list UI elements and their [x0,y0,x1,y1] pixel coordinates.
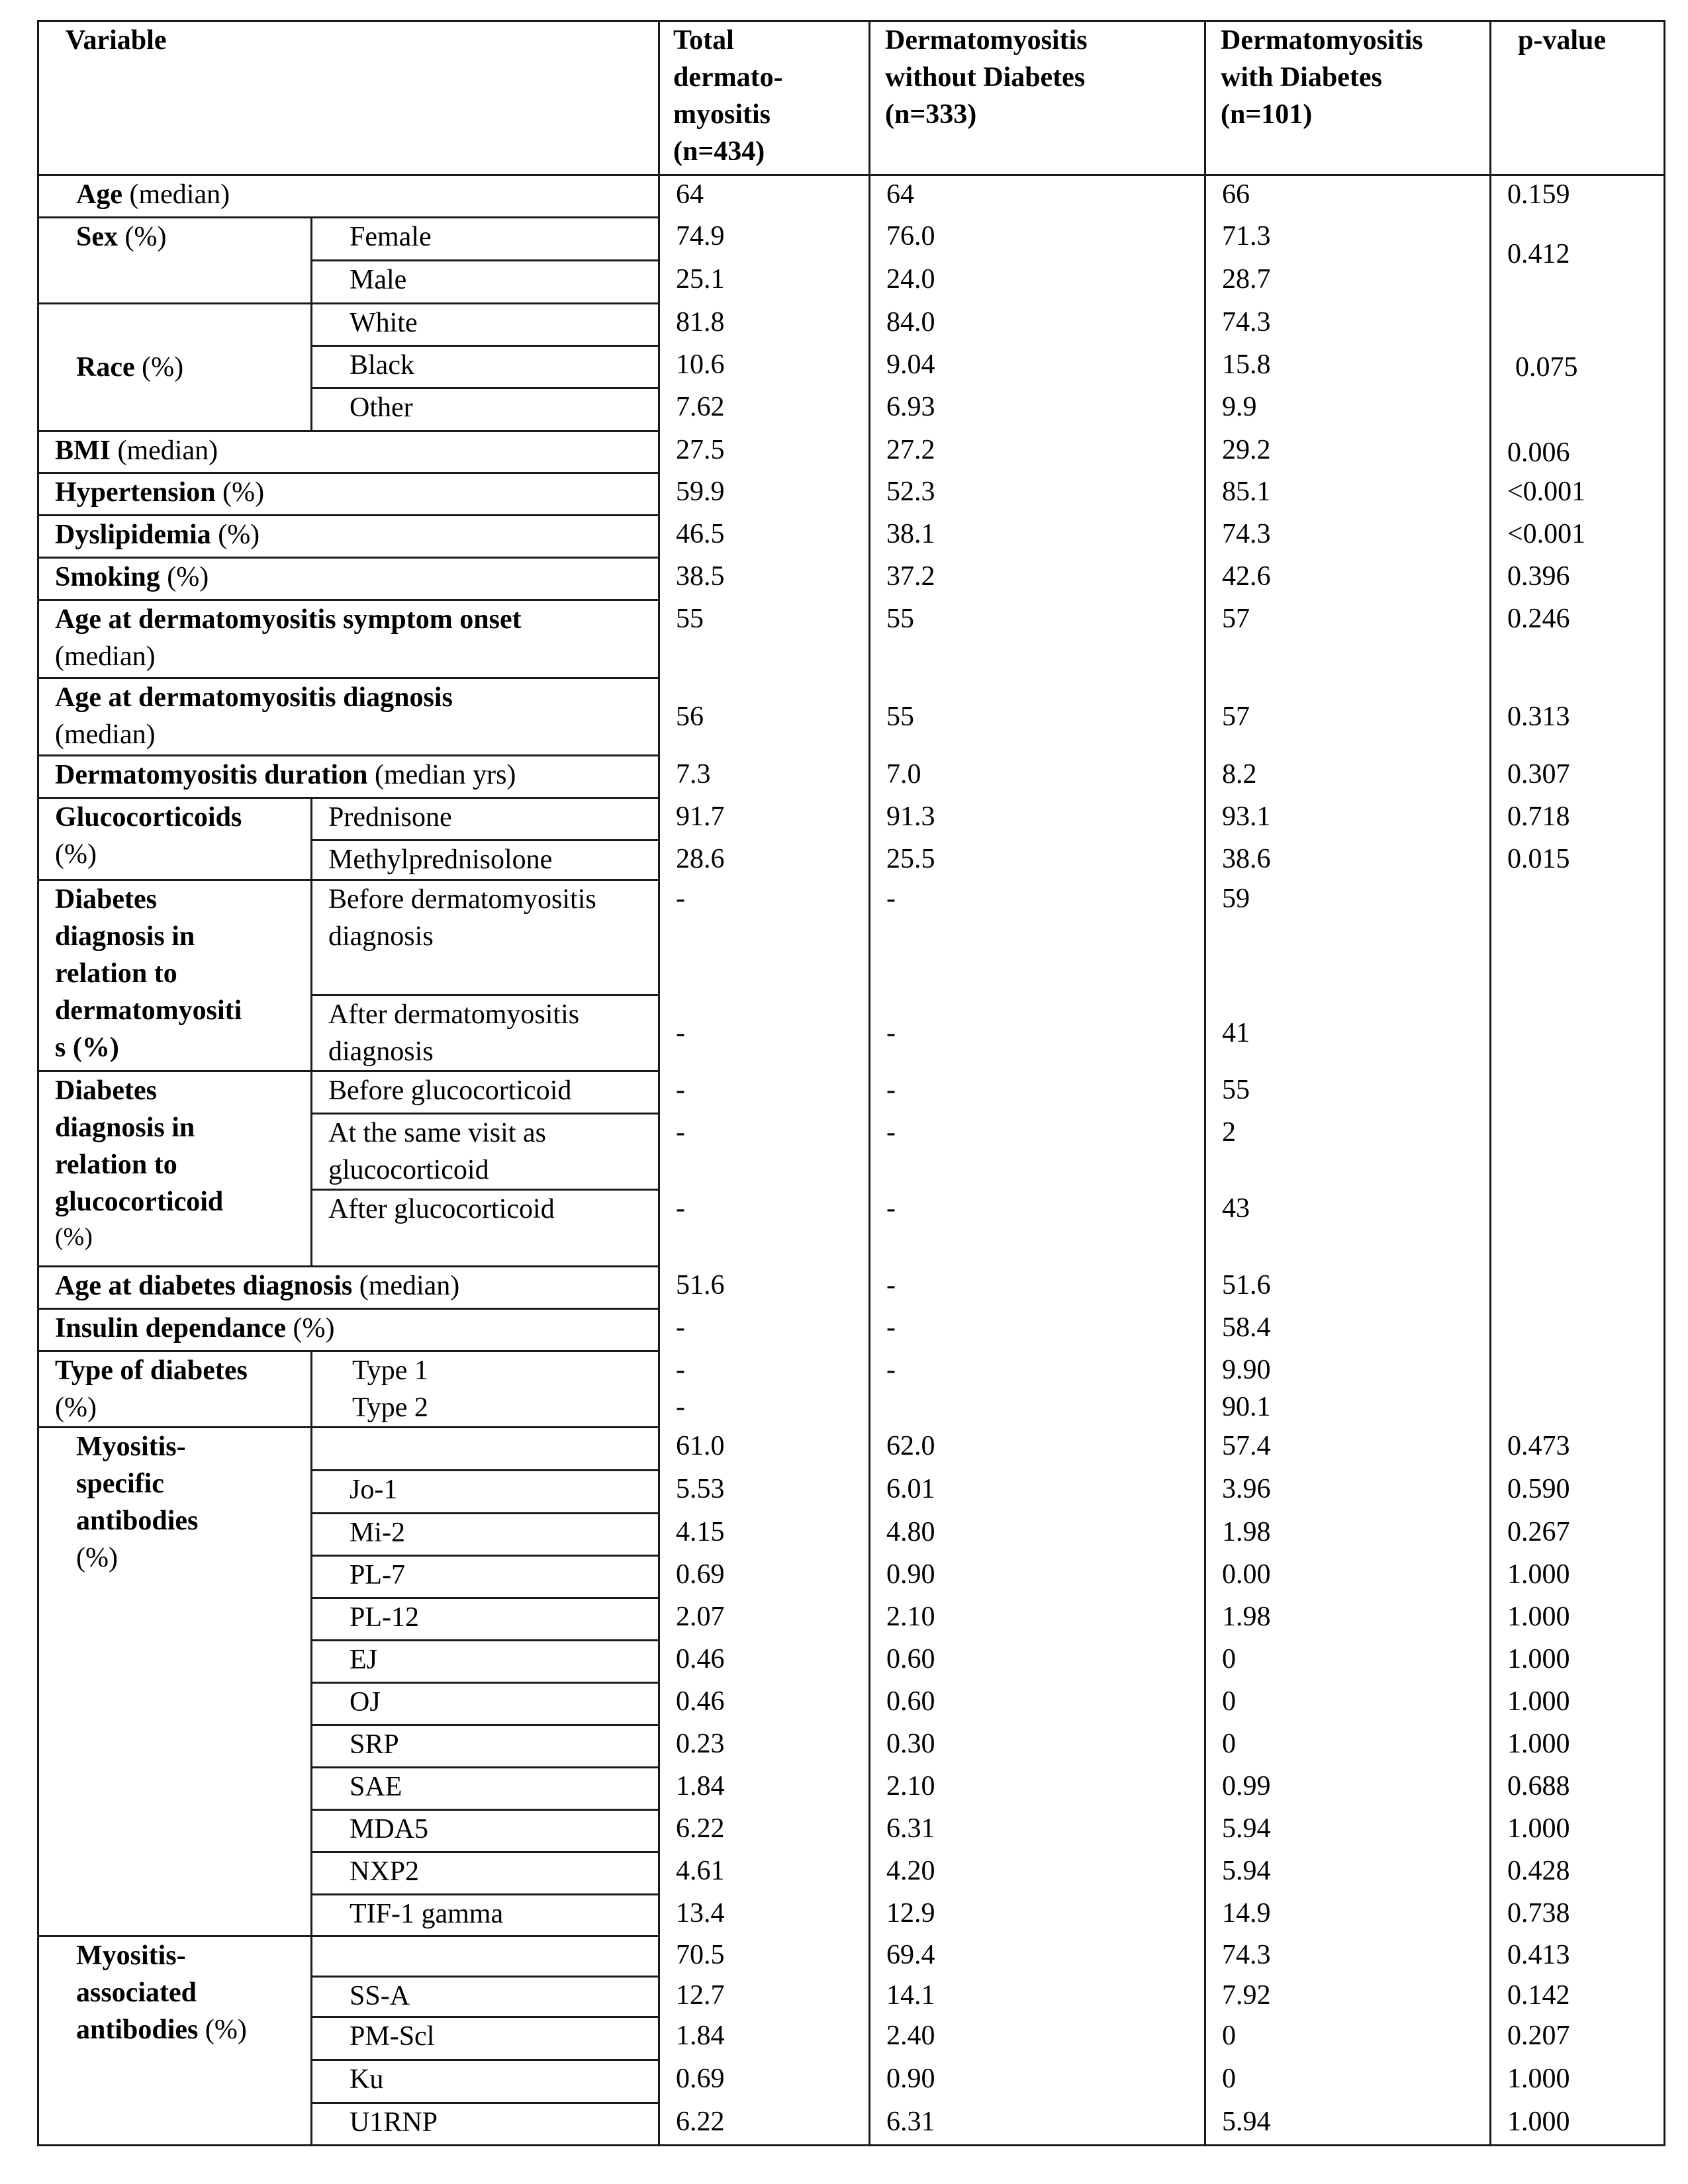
cell-with: 5.94 [1205,1852,1491,1895]
label-rest: (%) [215,477,265,508]
cell-without: 37.2 [870,558,1205,600]
cell-total: 6.22 [659,2103,870,2146]
cell-total: 74.9 [659,218,870,261]
cell-without: - [870,1114,1205,1190]
sublabel: MDA5 [312,1810,659,1852]
header-total-line: myositis [673,99,771,130]
cell-total: 55 [659,600,870,678]
cell-with: 51.6 [1205,1267,1491,1309]
label-bold: Age at diabetes diagnosis [55,1271,353,1301]
cell-p: <0.001 [1491,473,1665,516]
cell-with: 58.4 [1205,1309,1491,1351]
label-rest: (%) [134,352,184,383]
cell-total: 6.22 [659,1810,870,1852]
sublabel: PL-7 [312,1556,659,1598]
cell-with: 3.96 [1205,1471,1491,1514]
row-insulin [38,1309,1665,1351]
cell-without: - [870,1071,1205,1114]
sublabel: Prednisone [312,798,659,841]
label-duration [38,756,659,798]
header-total-line: (n=434) [673,136,765,167]
cell-p: 0.006 [1491,432,1665,473]
sublabel: TIF-1 gamma [312,1895,659,1936]
label-rest: (median) [55,641,156,672]
cell-p: 0.413 [1491,1936,1665,1977]
label-bold: Dyslipidemia [55,520,211,550]
header-total-line: dermato- [673,62,783,93]
cell-p: 1.000 [1491,2060,1665,2103]
cell-p: 0.688 [1491,1768,1665,1810]
cell-with: 57.4 [1205,1428,1491,1471]
cell-without: 6.31 [870,1810,1205,1852]
cell-total: 12.7 [659,1977,870,2017]
cell-total: 0.69 [659,2060,870,2103]
cell-with: 0.99 [1205,1768,1491,1810]
sublabel: Jo-1 [312,1471,659,1514]
header-without-diabetes [870,21,1205,175]
row-diabetes-type [38,1351,1665,1428]
label-bold: Age [76,179,122,210]
sublabel: White [312,304,659,346]
label-onset [38,600,659,678]
cell-without: 27.2 [870,432,1205,473]
sublabel: Before dermatomyositis diagnosis [312,880,659,995]
label-rest: (%) [211,520,260,550]
cell-with: 9.9 [1205,388,1491,432]
cell-total: 4.15 [659,1514,870,1556]
cell-without: 38.1 [870,516,1205,558]
row-race-white [38,304,1665,346]
cell-with: 57 [1205,678,1491,756]
row-bmi [38,432,1665,473]
label-myositis-specific-antibodies [38,1428,312,1936]
sublabel: NXP2 [312,1852,659,1895]
sublabel: After dermatomyositis diagnosis [312,995,659,1071]
sublabel: PM-Scl [312,2017,659,2060]
header-pvalue-text: p-value [1518,25,1607,56]
cell-without: 25.5 [870,841,1205,880]
label-glucocorticoids [38,798,312,880]
cell-total: 1.84 [659,2017,870,2060]
cell-total: 4.61 [659,1852,870,1895]
sublabel: SAE [312,1768,659,1810]
cell-without: 55 [870,600,1205,678]
cell-p [1491,1071,1665,1114]
label-race [38,304,312,432]
sublabel: U1RNP [312,2103,659,2146]
cell-total: 0.69 [659,1556,870,1598]
label-line: Diabetes [55,884,157,915]
header-without-line: Dermatomyositis [885,25,1088,56]
cell-with: 2 [1205,1114,1491,1190]
cell-p: 1.000 [1491,2103,1665,2146]
label-rest: (median) [111,435,218,466]
cell-without: - [870,1309,1205,1351]
cell-p [1491,995,1665,1071]
cell-p: 0.267 [1491,1514,1665,1556]
label-bold: Sex [76,222,118,252]
header-pvalue [1491,21,1665,175]
header-with-diabetes [1205,21,1491,175]
cell-without: - [870,1190,1205,1267]
sublabel: PL-12 [312,1598,659,1641]
cell-without: 6.31 [870,2103,1205,2146]
label-bold: Age at dermatomyositis symptom onset [55,604,522,635]
cell-total: 7.62 [659,388,870,432]
cell-total: 46.5 [659,516,870,558]
cell-p [1491,1267,1665,1309]
header-without-line: without Diabetes [885,62,1086,93]
cell-without: 24.0 [870,261,1205,304]
cell-with: 1.98 [1205,1514,1491,1556]
cell-without: 4.20 [870,1852,1205,1895]
cell-with: 0 [1205,1725,1491,1768]
cell-total: - [659,995,870,1071]
cell-p: 0.590 [1491,1471,1665,1514]
label-line: dermatomyositi [55,995,242,1026]
cell-p: 0.246 [1491,600,1665,678]
cell-p: 0.142 [1491,1977,1665,2017]
cell-without: 55 [870,678,1205,756]
cell-total [659,1351,870,1428]
row-smoking [38,558,1665,600]
row-prednisone [38,798,1665,841]
cell-total: 1.84 [659,1768,870,1810]
cell-with: 1.98 [1205,1598,1491,1641]
cell-p: 1.000 [1491,1556,1665,1598]
cell-total: - [659,880,870,995]
sublabel: SRP [312,1725,659,1768]
row-dyslipidemia [38,516,1665,558]
cell-with: 93.1 [1205,798,1491,841]
label-rest: (%) [285,1313,335,1343]
label-bold: Race [76,352,135,383]
label-smoking [38,558,659,600]
cell-without: - [870,995,1205,1071]
cell-total: 81.8 [659,304,870,346]
cell-total: 51.6 [659,1267,870,1309]
cell-with: 38.6 [1205,841,1491,880]
cell-with: 43 [1205,1190,1491,1267]
label-diabetes-relation-dermatomyositis [38,880,312,1071]
cell-total: 56 [659,678,870,756]
label-line: Myositis- [76,1432,186,1462]
label-rest: (%) [76,1543,118,1573]
cell-without: 0.60 [870,1683,1205,1725]
cell-with: 0 [1205,1641,1491,1683]
label-line: antibodies [76,2015,199,2045]
label-bold: Smoking [55,562,160,592]
cell-total: 25.1 [659,261,870,304]
sublabel: Mi-2 [312,1514,659,1556]
label-bold: Glucocorticoids [55,802,242,833]
cell-without: 6.93 [870,388,1205,432]
cell-total: 91.7 [659,798,870,841]
cell-without: 64 [870,175,1205,218]
cell-p [1491,1351,1665,1428]
row-msa-overall [38,1428,1665,1471]
sublabel [312,1936,659,1977]
cell-with: 28.7 [1205,261,1491,304]
label-line: antibodies [76,1506,199,1536]
cell-p: 0.313 [1491,678,1665,756]
cell-with [1205,1351,1491,1428]
label-bold: Type of diabetes [55,1355,248,1386]
label-rest: (%) [198,2015,247,2045]
row-duration [38,756,1665,798]
label-diagnosis [38,678,659,756]
cell-with: 59 [1205,880,1491,995]
label-rest: (median) [352,1271,460,1301]
cell-p [1491,1309,1665,1351]
cell-p: 0.396 [1491,558,1665,600]
sublabel: SS-A [312,1977,659,2017]
label-insulin [38,1309,659,1351]
cell-without: 0.60 [870,1641,1205,1683]
row-maa-overall [38,1936,1665,1977]
cell-without: 91.3 [870,798,1205,841]
label-age-diabetes [38,1267,659,1309]
cell-without: 14.1 [870,1977,1205,2017]
cell-with: 7.92 [1205,1977,1491,2017]
sublabel: EJ [312,1641,659,1683]
cell-without: 7.0 [870,756,1205,798]
cell-without: - [870,880,1205,995]
cell-with: 74.3 [1205,1936,1491,1977]
cell-with: 8.2 [1205,756,1491,798]
cell-p: 0.412 [1491,218,1665,304]
header-with-line: Dermatomyositis [1221,25,1423,56]
cell-without: 12.9 [870,1895,1205,1936]
label-rest: (median yrs) [367,760,516,790]
cell-total: 0.46 [659,1683,870,1725]
cell-p [1491,1114,1665,1190]
label-hypertension [38,473,659,516]
sublabel: Before glucocorticoid [312,1071,659,1114]
cell-without: 0.90 [870,2060,1205,2103]
cell-without: 9.04 [870,346,1205,388]
label-line: relation to [55,1150,177,1180]
cell-p [1491,1190,1665,1267]
cell-p: 1.000 [1491,1810,1665,1852]
type1-total: - [676,1354,685,1385]
cell-without: 0.90 [870,1556,1205,1598]
label-myositis-associated-antibodies [38,1936,312,2146]
cell-with: 14.9 [1205,1895,1491,1936]
cell-with: 41 [1205,995,1491,1071]
label-bold: Dermatomyositis duration [55,760,368,790]
cell-without: 0.30 [870,1725,1205,1768]
cell-p: 0.473 [1491,1428,1665,1471]
sublabel: After glucocorticoid [312,1190,659,1267]
cell-total: 0.23 [659,1725,870,1768]
sublabel-types [312,1351,659,1428]
header-with-line: (n=101) [1221,99,1313,130]
cell-without [870,1351,1205,1428]
cell-total: - [659,1309,870,1351]
cell-total: 61.0 [659,1428,870,1471]
cell-without: 2.10 [870,1598,1205,1641]
header-total-line: Total [673,25,734,56]
cell-with: 74.3 [1205,304,1491,346]
label-rest: (%) [55,1223,93,1251]
cell-p: 0.718 [1491,798,1665,841]
cell-without: 2.40 [870,2017,1205,2060]
type2-with: 90.1 [1222,1391,1271,1422]
cell-without: - [870,1267,1205,1309]
row-dm-before-dm [38,880,1665,995]
cell-without: 62.0 [870,1428,1205,1471]
label-sex [38,218,312,304]
cell-total: 5.53 [659,1471,870,1514]
cell-p: 1.000 [1491,1683,1665,1725]
cell-with: 15.8 [1205,346,1491,388]
header-variable-text: Variable [66,25,167,56]
cell-total: 10.6 [659,346,870,388]
sublabel: Other [312,388,659,432]
cell-p: 0.075 [1491,304,1665,432]
label-line: relation to [55,958,177,989]
cell-total: 64 [659,175,870,218]
cell-with: 5.94 [1205,1810,1491,1852]
row-diagnosis [38,678,1665,756]
label-line: diagnosis in [55,1113,195,1143]
header-variable [38,21,659,175]
row-age-diabetes [38,1267,1665,1309]
baseline-characteristics-table [37,20,1665,2146]
cell-p [1491,880,1665,995]
cell-without: 76.0 [870,218,1205,261]
cell-without: 84.0 [870,304,1205,346]
label-rest: (%) [55,839,97,870]
cell-p: 0.307 [1491,756,1665,798]
type1-with: 9.90 [1222,1354,1271,1385]
cell-with: 5.94 [1205,2103,1491,2146]
label-age [38,175,659,218]
cell-total: 59.9 [659,473,870,516]
cell-p: 0.428 [1491,1852,1665,1895]
type2-label: Type 2 [352,1392,428,1423]
cell-p: <0.001 [1491,516,1665,558]
label-bold: Age at dermatomyositis diagnosis [55,682,453,713]
label-line: s (%) [55,1032,119,1063]
cell-total: 28.6 [659,841,870,880]
cell-without: 69.4 [870,1936,1205,1977]
cell-total: 7.3 [659,756,870,798]
type1-without: - [886,1354,896,1385]
label-rest: (%) [118,222,167,252]
cell-p: 0.207 [1491,2017,1665,2060]
label-rest: (%) [55,1392,97,1423]
cell-p: 1.000 [1491,1725,1665,1768]
cell-with: 29.2 [1205,432,1491,473]
cell-with: 42.6 [1205,558,1491,600]
label-diabetes-type [38,1351,312,1428]
header-without-line: (n=333) [885,99,977,130]
label-line: Diabetes [55,1075,157,1106]
row-sex-female [38,218,1665,261]
label-line: glucocorticoid [55,1187,224,1217]
label-line: associated [76,1978,197,2008]
cell-with: 74.3 [1205,516,1491,558]
cell-without: 52.3 [870,473,1205,516]
cell-without: 6.01 [870,1471,1205,1514]
sublabel: Methylprednisolone [312,841,659,880]
label-rest: (%) [160,562,209,592]
cell-total: - [659,1114,870,1190]
label-diabetes-relation-glucocorticoid [38,1071,312,1267]
sublabel [312,1428,659,1471]
cell-with: 0 [1205,2017,1491,2060]
sublabel: At the same visit as glucocorticoid [312,1114,659,1190]
type1-label: Type 1 [352,1355,428,1386]
row-onset [38,600,1665,678]
cell-total: 38.5 [659,558,870,600]
cell-total: 0.46 [659,1641,870,1683]
label-line: Myositis- [76,1940,186,1971]
cell-with: 0 [1205,1683,1491,1725]
cell-p: 0.159 [1491,175,1665,218]
label-line: diagnosis in [55,921,195,952]
label-dyslipidemia [38,516,659,558]
header-with-line: with Diabetes [1221,62,1382,93]
cell-total: 27.5 [659,432,870,473]
label-line: specific [76,1469,164,1499]
cell-with: 66 [1205,175,1491,218]
cell-p: 0.015 [1491,841,1665,880]
sublabel: Male [312,261,659,304]
header-total [659,21,870,175]
cell-p: 1.000 [1491,1641,1665,1683]
cell-total: - [659,1190,870,1267]
label-bmi [38,432,659,473]
type2-total: - [676,1391,685,1422]
cell-with: 71.3 [1205,218,1491,261]
label-bold: Insulin dependance [55,1313,286,1343]
cell-total: 2.07 [659,1598,870,1641]
cell-with: 57 [1205,600,1491,678]
row-hypertension [38,473,1665,516]
cell-with: 55 [1205,1071,1491,1114]
label-bold: BMI [55,435,111,466]
label-rest: (median) [122,179,230,210]
header-row [38,21,1665,175]
row-dm-before-gc [38,1071,1665,1114]
sublabel: OJ [312,1683,659,1725]
cell-without: 2.10 [870,1768,1205,1810]
cell-with: 0.00 [1205,1556,1491,1598]
cell-with: 0 [1205,2060,1491,2103]
sublabel: Black [312,346,659,388]
label-rest: (median) [55,719,156,750]
cell-total: 70.5 [659,1936,870,1977]
cell-total: 13.4 [659,1895,870,1936]
label-bold: Hypertension [55,477,216,508]
sublabel: Ku [312,2060,659,2103]
cell-with: 85.1 [1205,473,1491,516]
row-age [38,175,1665,218]
cell-total: - [659,1071,870,1114]
cell-p: 1.000 [1491,1598,1665,1641]
cell-p: 0.738 [1491,1895,1665,1936]
sublabel: Female [312,218,659,261]
cell-without: 4.80 [870,1514,1205,1556]
